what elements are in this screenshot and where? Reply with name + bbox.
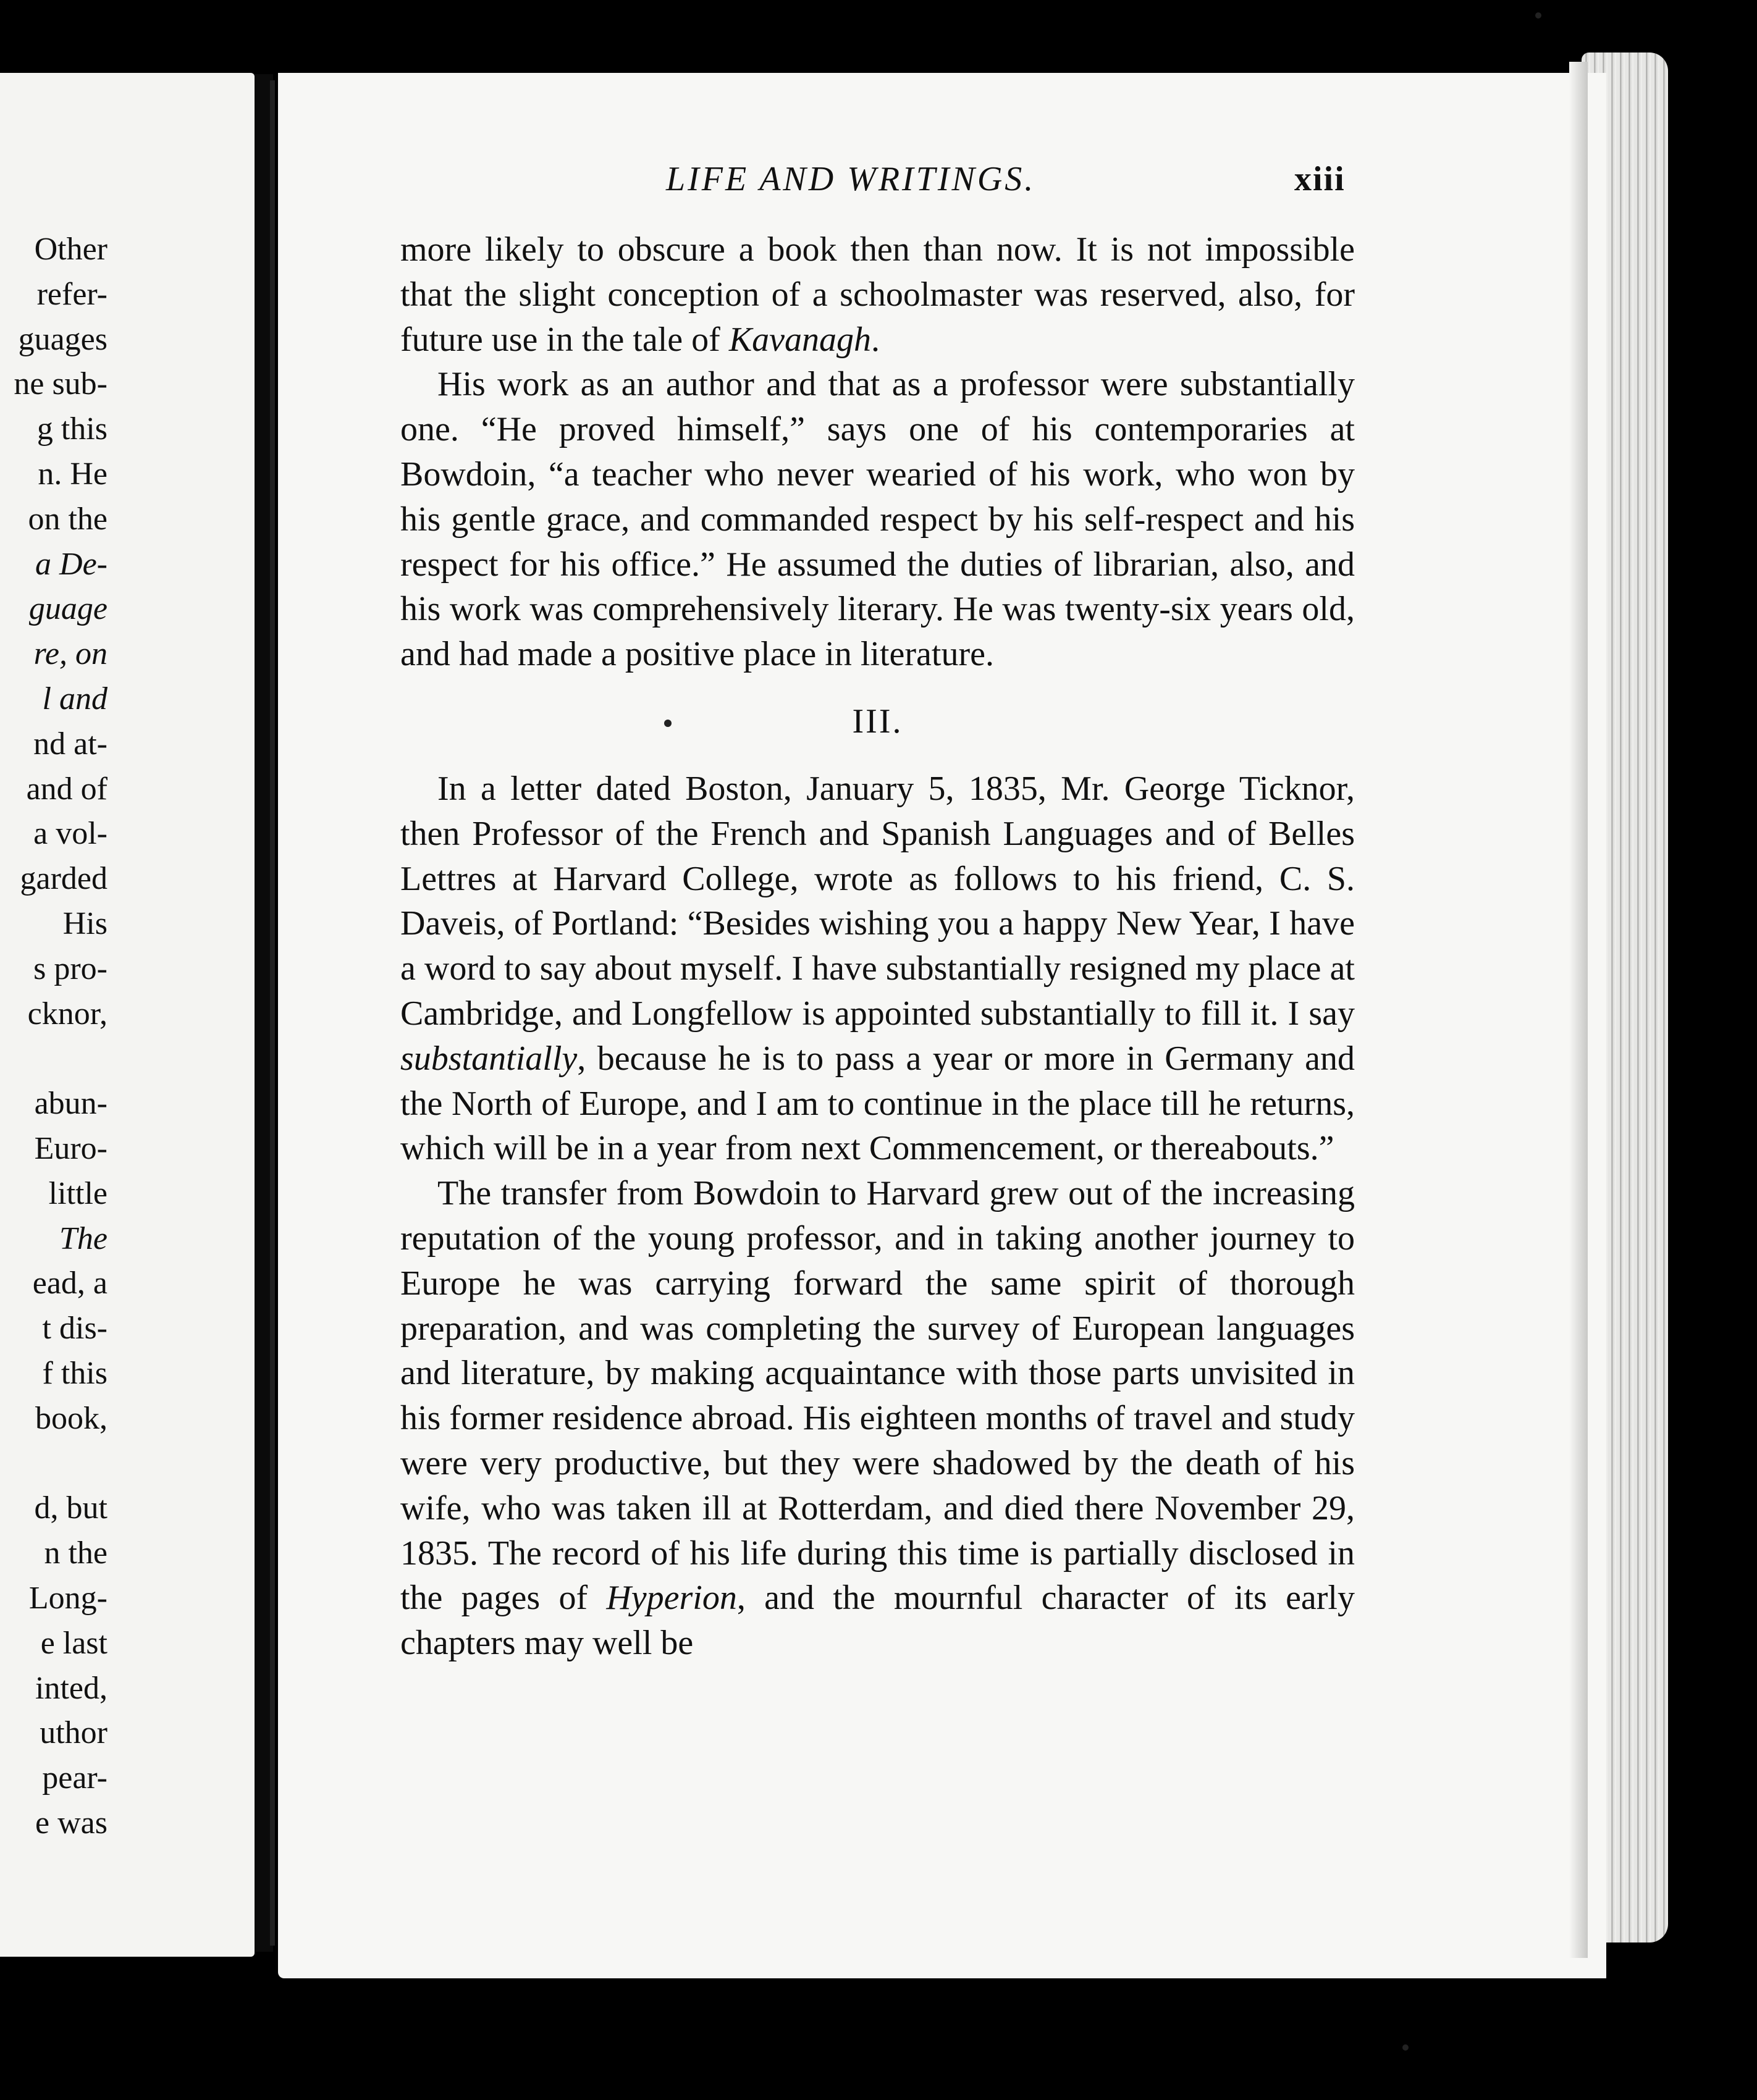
scan-speck <box>1535 12 1541 19</box>
previous-page-line: cknor, <box>27 996 107 1031</box>
previous-page-line: d, but <box>34 1490 107 1526</box>
paragraph: more likely to obscure a book then than now. It is not impossible that the slight conception of a schoolmaster was reserved, also, for future use in the tale of Kavanagh. <box>400 230 1355 359</box>
previous-page-line: Euro- <box>34 1130 107 1166</box>
paragraph: In a letter dated Boston, January 5, 1835, Mr. George Ticknor, then Professor of the French and Spanish Languages and of Belles Lettres at Harvard College, wrote as follows to his friend, C. S. Daveis, of Portland: “Besides wishing you a happy New Year, I have a word to say about myself. I have substantially resigned my place at Cambridge, and Longfellow is appointed substantially to fill it. I say substantially, because he is to pass a year or more in Germany and the North of Europe, and I am to continue in the place till he returns, which will be in a year from next Commencement, or thereabouts.” <box>400 769 1355 1168</box>
previous-page <box>0 73 255 1957</box>
previous-page-line: guages <box>18 321 107 357</box>
previous-page-line: refer- <box>36 276 107 312</box>
paragraph: His work as an author and that as a professor were substantially one. “He proved himself,” says one of his contemporaries at Bowdoin, “a teacher who never wearied of his work, who won by his gentle grace, and commanded respect by his self-respect and his respect for his office.” He assumed the duties of librarian, also, and his work was comprehensively literary. He was twenty-six years old, and had made a positive place in literature. <box>400 365 1355 674</box>
previous-page-line: g this <box>36 411 107 447</box>
previous-page-line: ne sub- <box>14 366 107 402</box>
paragraph: The transfer from Bowdoin to Harvard grew out of the increasing reputation of the young professor, and in taking another journey to Europe he was carrying forward the same spirit of thorough preparation, and was completing the survey of European languages and literature, by making acquaintance with those parts unvisited in his former residence abroad. His eighteen months of travel and study were very productive, but they were shadowed by the death of his wife, who was taken ill at Rotterdam, and died there November 29, 1835. The record of his life during this time is partially disclosed in the pages of Hyperion, and the mournful character of its early chapters may well be <box>400 1174 1355 1663</box>
previous-page-line: t dis- <box>42 1311 107 1346</box>
gutter-binding <box>270 80 275 1946</box>
previous-page-line: abun- <box>34 1086 107 1122</box>
previous-page-line <box>14 1036 107 1082</box>
scan-speck <box>664 720 672 727</box>
previous-page-line: uthor <box>40 1715 107 1751</box>
previous-page-line: The <box>59 1220 107 1256</box>
previous-page-line: book, <box>35 1400 107 1436</box>
previous-page-line: n. He <box>38 456 107 492</box>
previous-page-line: e was <box>35 1805 107 1841</box>
previous-page-line: f this <box>42 1355 107 1391</box>
previous-page-line: little <box>48 1175 107 1211</box>
previous-page-line: e last <box>40 1625 107 1661</box>
previous-page-text <box>14 227 107 1846</box>
scan-speck <box>1402 2044 1409 2051</box>
previous-page-line: pear- <box>42 1760 107 1796</box>
previous-page-line: n the <box>44 1535 107 1571</box>
previous-page-line: guage <box>28 591 107 627</box>
previous-page-line: nd at- <box>33 726 107 762</box>
body-text <box>400 227 1355 1666</box>
page-number: xiii <box>1294 160 1346 198</box>
previous-page-line: His <box>62 905 107 941</box>
previous-page-line: Long- <box>28 1580 107 1616</box>
previous-page-line: on the <box>28 501 107 537</box>
running-head: LIFE AND WRITINGS. <box>666 160 1036 198</box>
previous-page-line: inted, <box>35 1670 107 1706</box>
previous-page-line: and of <box>26 771 107 807</box>
previous-page-line: a De- <box>35 546 107 582</box>
section-heading: III. <box>852 702 903 741</box>
previous-page-line: garded <box>20 861 107 897</box>
previous-page-line: s pro- <box>33 951 107 986</box>
previous-page-line: l and <box>42 681 107 716</box>
page-edge-shadow <box>1569 62 1588 1958</box>
previous-page-line: re, on <box>33 636 107 672</box>
previous-page-line: ead, a <box>32 1266 107 1301</box>
previous-page-line: a vol- <box>33 816 107 852</box>
previous-page-line: Other <box>34 232 107 267</box>
previous-page-line <box>14 1442 107 1487</box>
